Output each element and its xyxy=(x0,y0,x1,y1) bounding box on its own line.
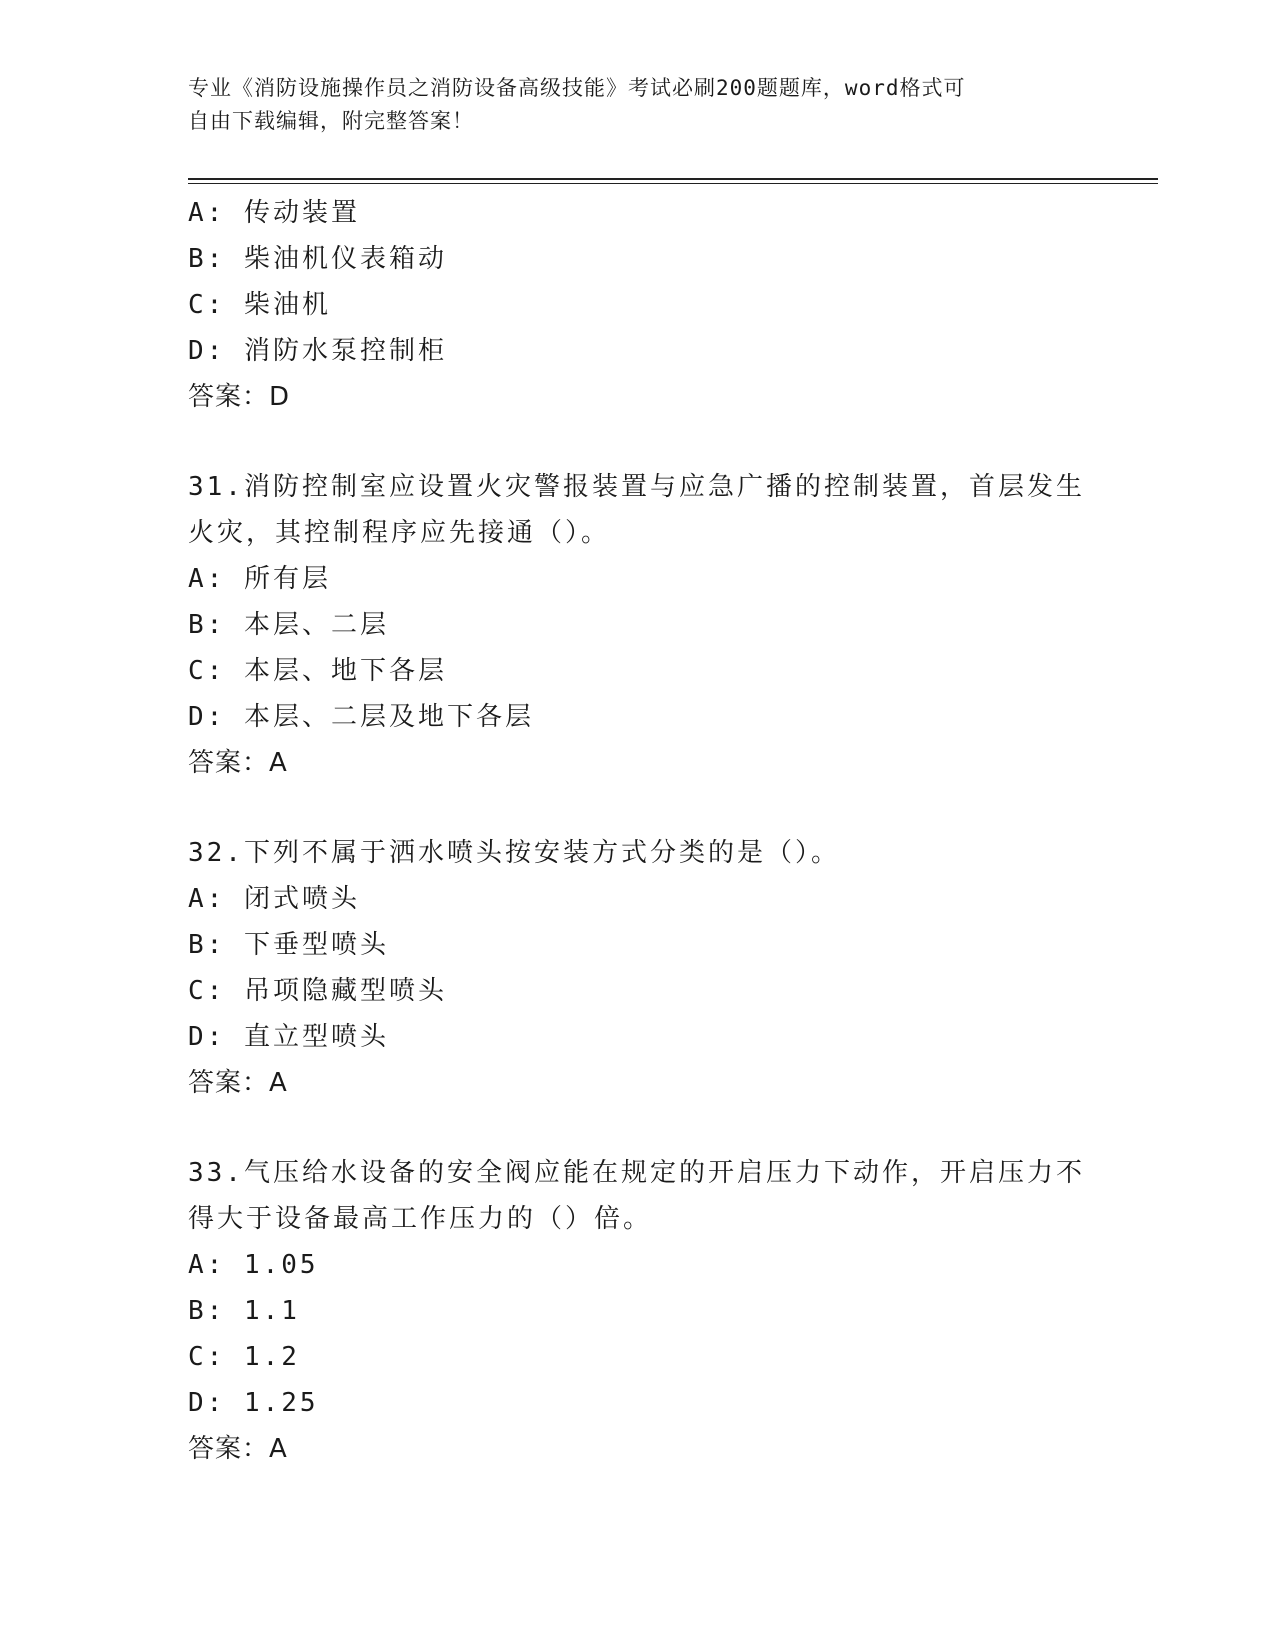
option-a: A: 闭式喷头 xyxy=(188,884,360,914)
header-line-1: 专业《消防设施操作员之消防设备高级技能》考试必刷200题题库，word格式可 xyxy=(188,76,966,100)
option-b: B: 1.1 xyxy=(188,1296,300,1326)
option-d: D: 消防水泵控制柜 xyxy=(188,336,447,366)
question-stem-line-2: 得大于设备最高工作压力的（）倍。 xyxy=(188,1204,653,1234)
option-a: A: 1.05 xyxy=(188,1250,319,1280)
question-stem-line-1: 31.消防控制室应设置火灾警报装置与应急广播的控制装置，首层发生 xyxy=(188,472,1085,502)
question-stem-line-1: 32.下列不属于洒水喷头按安装方式分类的是（）。 xyxy=(188,838,840,868)
answer-line: 答案：A xyxy=(188,748,288,778)
question-list xyxy=(188,190,1088,1472)
option-d: D: 1.25 xyxy=(188,1388,319,1418)
header-divider xyxy=(188,178,1158,184)
question-stem-line-2: 火灾，其控制程序应先接通（）。 xyxy=(188,518,611,548)
option-b: B: 柴油机仪表箱动 xyxy=(188,244,447,274)
option-d: D: 本层、二层及地下各层 xyxy=(188,702,534,732)
option-c: C: 柴油机 xyxy=(188,290,331,320)
answer-line: 答案：A xyxy=(188,1434,288,1464)
option-c: C: 1.2 xyxy=(188,1342,300,1372)
question-stem-line-1: 33.气压给水设备的安全阀应能在规定的开启压力下动作，开启压力不 xyxy=(188,1158,1085,1188)
question-32 xyxy=(188,830,1088,1106)
option-a: A: 传动装置 xyxy=(188,198,360,228)
carryover-question xyxy=(188,190,1088,420)
option-b: B: 本层、二层 xyxy=(188,610,389,640)
option-c: C: 本层、地下各层 xyxy=(188,656,447,686)
option-d: D: 直立型喷头 xyxy=(188,1022,389,1052)
header-line-2: 自由下载编辑，附完整答案！ xyxy=(188,109,474,133)
option-a: A: 所有层 xyxy=(188,564,331,594)
answer-line: 答案：A xyxy=(188,1068,288,1098)
option-c: C: 吊项隐藏型喷头 xyxy=(188,976,447,1006)
answer-line: 答案：D xyxy=(188,382,291,412)
option-b: B: 下垂型喷头 xyxy=(188,930,389,960)
question-33 xyxy=(188,1150,1088,1472)
document-header xyxy=(188,72,1088,138)
question-31 xyxy=(188,464,1088,786)
